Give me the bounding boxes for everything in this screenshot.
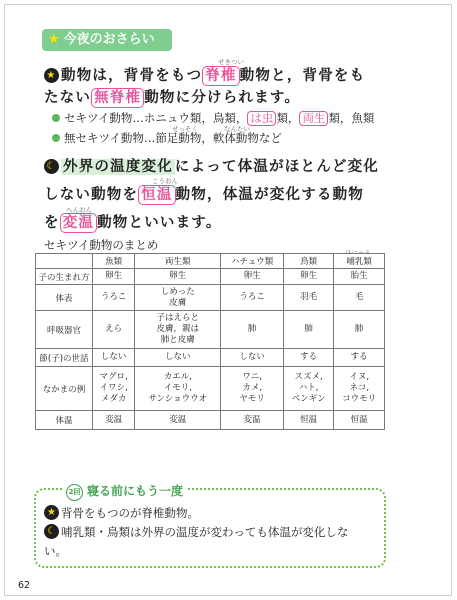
- cell-text: えら: [105, 324, 123, 334]
- cell-text: 変温: [105, 414, 123, 425]
- star-icon: ★: [48, 32, 60, 47]
- vertebrate-summary-table: [35, 253, 385, 430]
- cell-text: 変温: [169, 414, 187, 425]
- table-cell: [334, 367, 385, 411]
- table-cell: [135, 285, 221, 311]
- section-title: 今夜のおさらい: [63, 32, 155, 47]
- table-cell: [221, 269, 283, 285]
- table-cell: [334, 269, 385, 285]
- table-cell: [93, 367, 135, 411]
- table-row: [36, 285, 385, 311]
- table-cell: [93, 411, 135, 430]
- keyword-sekitsui: 脊椎: [202, 66, 239, 86]
- cell-text: スズメ,: [294, 372, 323, 382]
- table-cell: [221, 311, 283, 349]
- table-cell: [283, 367, 333, 411]
- table-cell: [135, 411, 221, 430]
- cell-text: カエル,: [163, 372, 192, 382]
- table-cell: [283, 349, 333, 367]
- table-cell: [93, 269, 135, 285]
- cell-text: イワシ,: [99, 383, 128, 393]
- cell-text: 肺: [247, 324, 257, 334]
- ruby-kouon: こうおん: [152, 177, 178, 185]
- cell-text: ペンギン: [291, 394, 326, 404]
- cell-text: カメ,: [242, 383, 263, 393]
- para2-line3: を 変温 動物といいます。: [44, 215, 222, 231]
- cell-text: コウモリ: [342, 394, 377, 404]
- table-cell: [283, 269, 333, 285]
- cell-text: 子はえらと: [156, 313, 200, 323]
- cell-text: しない: [100, 352, 127, 362]
- table-cell: [93, 349, 135, 367]
- table-cell: [135, 367, 221, 411]
- ruby-nantai: なんたい: [224, 125, 250, 133]
- row-header: 呼吸器官: [36, 311, 93, 349]
- cell-text: 卵生: [105, 271, 123, 281]
- table-row: [36, 311, 385, 349]
- table-cell: [334, 311, 385, 349]
- cell-text: 胎生: [350, 271, 368, 281]
- cell-text: ワニ,: [242, 372, 263, 382]
- table-cell: [93, 285, 135, 311]
- cell-text: 肺と皮膚: [160, 335, 195, 345]
- repeat-badge-icon: 2回: [66, 484, 83, 501]
- table-cell: [221, 367, 283, 411]
- cell-text: 肺: [304, 324, 313, 334]
- cell-text: メダカ: [100, 394, 127, 404]
- cell-text: 恒温: [350, 414, 368, 425]
- cell-text: 毛: [354, 292, 364, 302]
- cell-text: する: [350, 352, 368, 362]
- table-caption: セキツイ動物のまとめ: [44, 238, 159, 252]
- star-bullet-icon: ★: [44, 68, 59, 83]
- cell-text: うろこ: [239, 292, 265, 302]
- cell-text: ヤモリ: [239, 394, 265, 404]
- cell-text: 卵生: [243, 271, 261, 281]
- para2-line2: しない動物を 恒温 動物，体温が変化する動物: [44, 187, 365, 203]
- keyword-ryosei: 両生: [299, 111, 328, 126]
- table-cell: [283, 285, 333, 311]
- table-cell: [283, 411, 333, 430]
- cell-text: する: [300, 352, 318, 362]
- para1-line2: たない 無脊椎 動物に分けられます。: [44, 90, 301, 106]
- green-dot-icon: [52, 114, 60, 122]
- cell-text: しない: [165, 352, 191, 362]
- keyword-musekitsui: 無脊椎: [91, 88, 144, 108]
- keyword-henon: 変温: [60, 213, 97, 233]
- cell-text: 卵生: [300, 271, 318, 281]
- table-cell: [334, 349, 385, 367]
- cell-text: マグロ,: [99, 372, 128, 382]
- table-row: [36, 367, 385, 411]
- para2-line1: ☾ 外界の温度変化 によって体温がほとんど変化: [44, 155, 379, 176]
- row-header: 子の生まれ方: [36, 269, 93, 285]
- para1-line1: ★ 動物は，背骨をもつ 脊椎 動物と，背骨をも: [44, 64, 365, 86]
- column-header: 両生類: [135, 254, 221, 269]
- table-cell: [334, 285, 385, 311]
- table-cell: [135, 349, 221, 367]
- star-bullet-icon: ★: [44, 505, 59, 520]
- table-corner: [36, 254, 93, 269]
- green-dot-icon: [52, 134, 60, 142]
- ruby-sekitsui: せきつい: [218, 58, 244, 66]
- review-line-3: い。: [44, 544, 67, 558]
- review-line-1: ★ 背骨をもつのが脊椎動物。: [44, 505, 199, 521]
- page-number: 62: [18, 580, 31, 591]
- cell-text: 変温: [243, 414, 261, 425]
- review-title: 2回 寝る前にもう一度: [62, 482, 187, 501]
- table-cell: [221, 411, 283, 430]
- cell-text: 恒温: [300, 414, 318, 425]
- cell-text: ハト,: [298, 383, 319, 393]
- highlight-external-temp: 外界の温度変化: [63, 159, 173, 175]
- table-cell: [221, 349, 283, 367]
- table-cell: [135, 269, 221, 285]
- table-cell: [221, 285, 283, 311]
- cell-text: 卵生: [169, 271, 187, 281]
- section-header-tag: [42, 29, 172, 51]
- table-cell: [135, 311, 221, 349]
- table-row: [36, 349, 385, 367]
- review-line-2: ☾ 哺乳類・鳥類は外界の温度が変わっても体温が変化しな: [44, 524, 348, 540]
- table-body: [36, 269, 385, 430]
- row-header: 節(子)の世話: [36, 349, 93, 367]
- row-header: 体温: [36, 411, 93, 430]
- bullet-vertebrate: セキツイ動物…ホニュウ類，鳥類， は虫 類， 両生 類，魚類: [52, 110, 374, 126]
- cell-text: イモリ,: [163, 383, 192, 393]
- cell-text: 皮膚: [169, 297, 187, 308]
- row-header: なかまの例: [36, 367, 93, 411]
- keyword-kouon: 恒温: [138, 185, 175, 205]
- cell-text: しない: [239, 352, 265, 362]
- column-header: ハチュウ類: [221, 254, 283, 269]
- bullet-invertebrate: 無セキツイ動物…節足動物，軟体動物など: [52, 130, 282, 146]
- cell-text: 皮膚，親は: [156, 324, 200, 334]
- cell-text: ネコ,: [349, 383, 370, 393]
- cell-text: 羽毛: [300, 292, 318, 302]
- table-row: [36, 269, 385, 285]
- cell-text: サンショウウオ: [148, 394, 208, 404]
- table-cell: [283, 311, 333, 349]
- table-header-row: [36, 254, 385, 269]
- table-cell: [334, 411, 385, 430]
- moon-icon: ☾: [44, 159, 59, 174]
- table-cell: [93, 311, 135, 349]
- cell-text: 肺: [354, 324, 364, 334]
- column-header: 哺乳類: [334, 254, 385, 269]
- column-header: 魚類: [93, 254, 135, 269]
- moon-icon: ☾: [44, 524, 59, 539]
- cell-text: しめった: [160, 286, 195, 297]
- column-header: 鳥類: [283, 254, 333, 269]
- ruby-henon: へんおん: [66, 206, 92, 214]
- table-row: [36, 411, 385, 430]
- cell-text: うろこ: [100, 292, 127, 302]
- keyword-hachu: は虫: [247, 111, 276, 126]
- row-header: 体表: [36, 285, 93, 311]
- ruby-sessoku: せっそく: [172, 125, 198, 133]
- cell-text: イヌ,: [349, 372, 370, 382]
